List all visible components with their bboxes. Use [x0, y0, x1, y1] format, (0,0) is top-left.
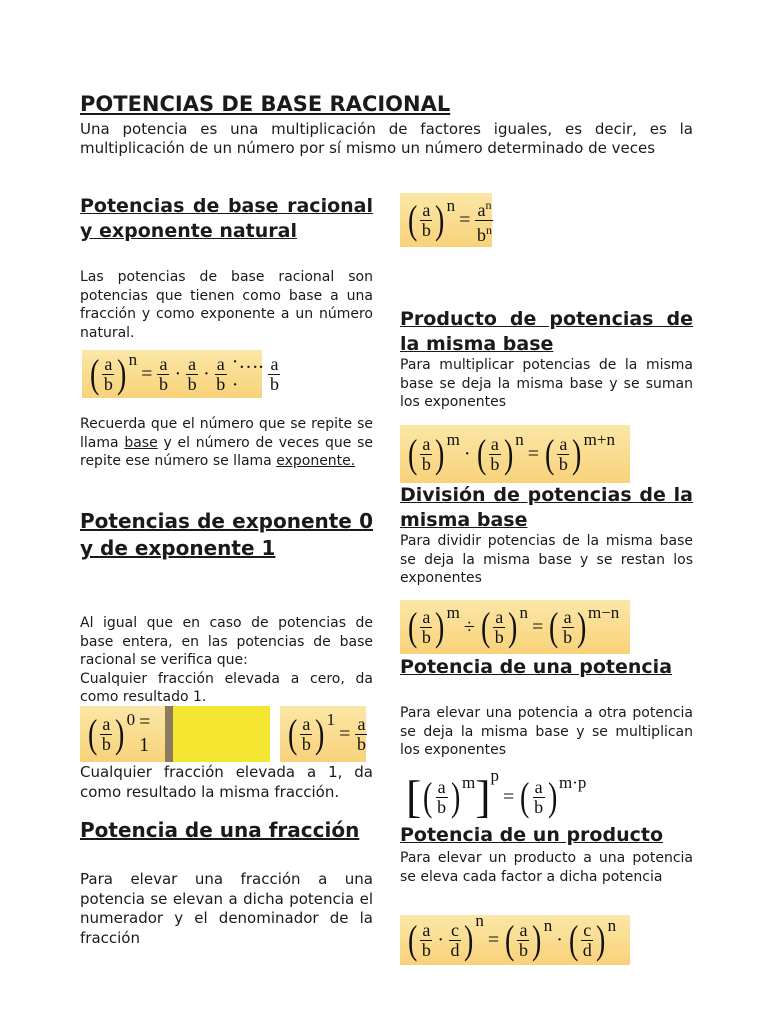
exponent: p [490, 766, 500, 785]
exponent: 1 [326, 710, 336, 729]
parenthesized-fraction [406, 430, 460, 476]
parenthesized-fraction [421, 773, 476, 819]
fraction [268, 355, 280, 394]
formula-fraction-power [400, 193, 492, 247]
heading-producto: Producto de potencias de la misma base [400, 308, 693, 355]
numerator: a [216, 353, 225, 374]
denominator: b [558, 453, 568, 474]
operator: · [463, 442, 471, 465]
close-paren: ) [503, 431, 514, 476]
text-division: Para dividir potencias de la misma base se deja la misma base y se restan los exponentes [400, 533, 693, 586]
denominator: d [582, 939, 592, 960]
operator: = [487, 928, 500, 951]
numerator: a [270, 353, 279, 374]
open-paren: ( [568, 917, 579, 962]
heading-exponente-0-1: Potencias de exponente 0 y de exponente 1 [80, 509, 373, 560]
operator: = [527, 442, 539, 465]
open-paren: ( [407, 604, 418, 649]
denominator: b [534, 796, 544, 817]
intro-text: Una potencia es una multiplicación de factores iguales, es decir, es la multiplicación de un número por sí mismo un número determinado de veces [80, 120, 693, 157]
numerator: c [583, 919, 592, 940]
numerator: a [519, 919, 528, 940]
denominator: b [421, 626, 431, 647]
denominator: b [103, 373, 113, 394]
fraction [489, 435, 501, 474]
numerator: a [422, 919, 431, 940]
fraction [355, 715, 367, 754]
fraction [420, 201, 432, 240]
close-paren: ) [435, 431, 445, 476]
operator: · [437, 928, 444, 951]
parenthesized-fraction [567, 916, 617, 962]
parenthesized-fraction [518, 773, 587, 819]
note-base-exponente [80, 415, 373, 471]
formula-one [280, 706, 366, 762]
denominator: b [490, 453, 500, 474]
denominator: b [269, 373, 279, 394]
operator: ·…. · [231, 351, 264, 396]
open-paren: ( [544, 431, 555, 476]
close-paren: ) [117, 351, 127, 396]
fraction [420, 921, 432, 960]
fraction [493, 608, 505, 647]
exponent: n [515, 430, 524, 449]
exponent: n [519, 603, 529, 622]
close-paren: ) [596, 917, 606, 962]
numerator: a [534, 776, 543, 797]
denominator: b [494, 626, 504, 647]
denominator: d [450, 939, 460, 960]
parenthesized-fraction [406, 196, 456, 242]
open-paren: ( [549, 604, 559, 649]
parenthesized-fraction [475, 430, 524, 476]
paren: ) [463, 917, 474, 962]
heading-division: División de potencias de la misma base [400, 484, 693, 531]
exponent: m [461, 773, 476, 792]
divider-bar [165, 706, 173, 762]
operator: ÷ [463, 615, 475, 638]
exponent: n [475, 911, 484, 930]
note-a: Recuerda que el número que se repite se llama [80, 416, 373, 451]
numerator: a [559, 433, 568, 454]
exponent: n [607, 916, 617, 935]
numerator: a [490, 433, 499, 454]
fraction [449, 921, 461, 960]
numerator: a [159, 353, 168, 374]
numerator: a [437, 776, 446, 797]
denominator: b [421, 939, 431, 960]
fraction [436, 778, 448, 817]
denominator: b [356, 733, 366, 754]
text-one: Cualquier fracción elevada a 1, da como resultado la misma fracción. [80, 763, 373, 801]
denominator: b [421, 219, 431, 240]
open-paren: ( [423, 774, 433, 819]
denominator: b [421, 453, 431, 474]
numerator: a [495, 606, 504, 627]
close-paren: ) [572, 431, 582, 476]
numerator: a [188, 353, 197, 374]
formula-zero [80, 706, 166, 762]
bracket: ] [475, 771, 491, 822]
open-paren: ( [505, 917, 515, 962]
open-paren: ( [520, 774, 530, 819]
numerator: a [563, 606, 572, 627]
fraction [100, 715, 112, 754]
fraction [420, 435, 432, 474]
numerator: $a^n$ [477, 197, 492, 220]
exponent: m [446, 603, 460, 622]
close-paren: ) [532, 917, 542, 962]
numerator: a [102, 713, 111, 734]
denominator: b [518, 939, 528, 960]
parenthesized-fraction [547, 603, 620, 649]
fraction [300, 715, 312, 754]
exponent: m [446, 430, 460, 449]
text-potencia-fraccion: Para elevar una fracción a una potencia se elevan a dicha potencia el numerador y el denominador de la fracción [80, 870, 373, 947]
exponent: n [485, 197, 492, 212]
parenthesized-fraction [479, 603, 529, 649]
operator: · [203, 362, 210, 385]
fraction [562, 608, 574, 647]
numerator: c [451, 919, 459, 940]
text-intro: Al igual que en caso de potencias de base entera, en las potencias de base racional se verifica que: [80, 615, 373, 668]
numerator: a [357, 713, 366, 734]
parenthesized-fraction [88, 350, 138, 396]
operator: = [503, 785, 515, 808]
numerator: a [302, 713, 311, 734]
fraction [517, 921, 529, 960]
fraction [420, 608, 432, 647]
note-b: y el número de veces que se repite ese número se llama [80, 434, 374, 469]
close-paren: ) [435, 197, 445, 242]
numerator: a [422, 199, 431, 220]
fraction [215, 355, 227, 394]
open-paren: ( [287, 711, 298, 756]
paren: ( [407, 917, 418, 962]
open-paren: ( [89, 351, 100, 396]
close-paren: ) [508, 604, 518, 649]
operator: = [339, 722, 351, 745]
open-paren: ( [87, 711, 98, 756]
open-paren: ( [476, 431, 486, 476]
close-paren: ) [435, 604, 445, 649]
numerator: a [422, 606, 431, 627]
fraction [157, 355, 169, 394]
parenthesized-fraction [286, 710, 336, 756]
fraction [475, 196, 493, 245]
close-paren: ) [450, 774, 460, 819]
parenthesized-fraction [86, 710, 136, 756]
heading-base-racional: Potencias de base racional y exponente natural [80, 195, 373, 242]
exponent: n [446, 196, 456, 215]
numerator: a [422, 433, 431, 454]
formula-division [400, 600, 630, 654]
text-producto: Para multiplicar potencias de la misma base se deja la misma base y se suman los exponentes [400, 357, 693, 410]
highlight-block [173, 706, 270, 762]
formula-power [400, 766, 595, 824]
exponent: n [485, 222, 492, 237]
operator: = [532, 615, 544, 638]
fraction [102, 355, 114, 394]
denominator: b [437, 796, 447, 817]
denominator: b [216, 373, 226, 394]
exponent: n [543, 916, 553, 935]
exponent: m+n [583, 430, 615, 449]
term-base: base [124, 434, 158, 451]
close-paren: ) [547, 774, 557, 819]
text-potencia-producto: Para elevar un producto a una potencia se eleva cada factor a dicha potencia [400, 850, 693, 885]
denominator: b [101, 733, 111, 754]
formula-natural [82, 350, 279, 398]
parenthesized-fraction [543, 430, 615, 476]
denominator: b [158, 373, 168, 394]
text-zero: Cualquier fracción elevada a cero, da como resultado 1. [80, 670, 373, 705]
operator: = [141, 362, 153, 385]
text-exponente-0-1 [80, 614, 373, 707]
operator: · [174, 362, 182, 385]
fraction [533, 778, 545, 817]
page-title: POTENCIAS DE BASE RACIONAL [80, 92, 451, 116]
numerator: a [104, 353, 113, 374]
denominator: $b^n$ [476, 222, 492, 245]
term-exponente: exponente. [276, 453, 356, 469]
formula-product [400, 425, 630, 483]
formula-product-power [400, 911, 630, 965]
exponent: 0 [126, 710, 136, 729]
close-paren: ) [576, 604, 586, 649]
operator: · [556, 928, 563, 951]
denominator: b [563, 626, 573, 647]
fraction [581, 921, 593, 960]
exponent: n [128, 350, 138, 369]
exponent: m−n [587, 603, 620, 622]
heading-potencia-producto: Potencia de un producto [400, 824, 664, 846]
text-base-racional: Las potencias de base racional son potencias que tienen como base a una fracción y como exponente a un número natural. [80, 269, 373, 341]
heading-potencia-fraccion: Potencia de una fracción [80, 818, 360, 842]
fraction [186, 355, 198, 394]
open-paren: ( [407, 197, 418, 242]
parenthesized-fraction [406, 603, 460, 649]
denominator: b [187, 373, 197, 394]
operator: = 1 [139, 711, 151, 756]
heading-potencia-potencia: Potencia de una potencia [400, 656, 673, 678]
bracket: [ [406, 771, 422, 822]
fraction [557, 435, 569, 474]
open-paren: ( [480, 604, 491, 649]
parenthesized-fraction [503, 916, 553, 962]
open-paren: ( [407, 431, 418, 476]
close-paren: ) [315, 711, 325, 756]
denominator: b [301, 733, 311, 754]
text-potencia-potencia: Para elevar una potencia a otra potencia se deja la misma base y se multiplican los exponentes [400, 705, 693, 758]
exponent: m·p [558, 773, 587, 792]
close-paren: ) [115, 711, 125, 756]
operator: = [459, 208, 471, 231]
